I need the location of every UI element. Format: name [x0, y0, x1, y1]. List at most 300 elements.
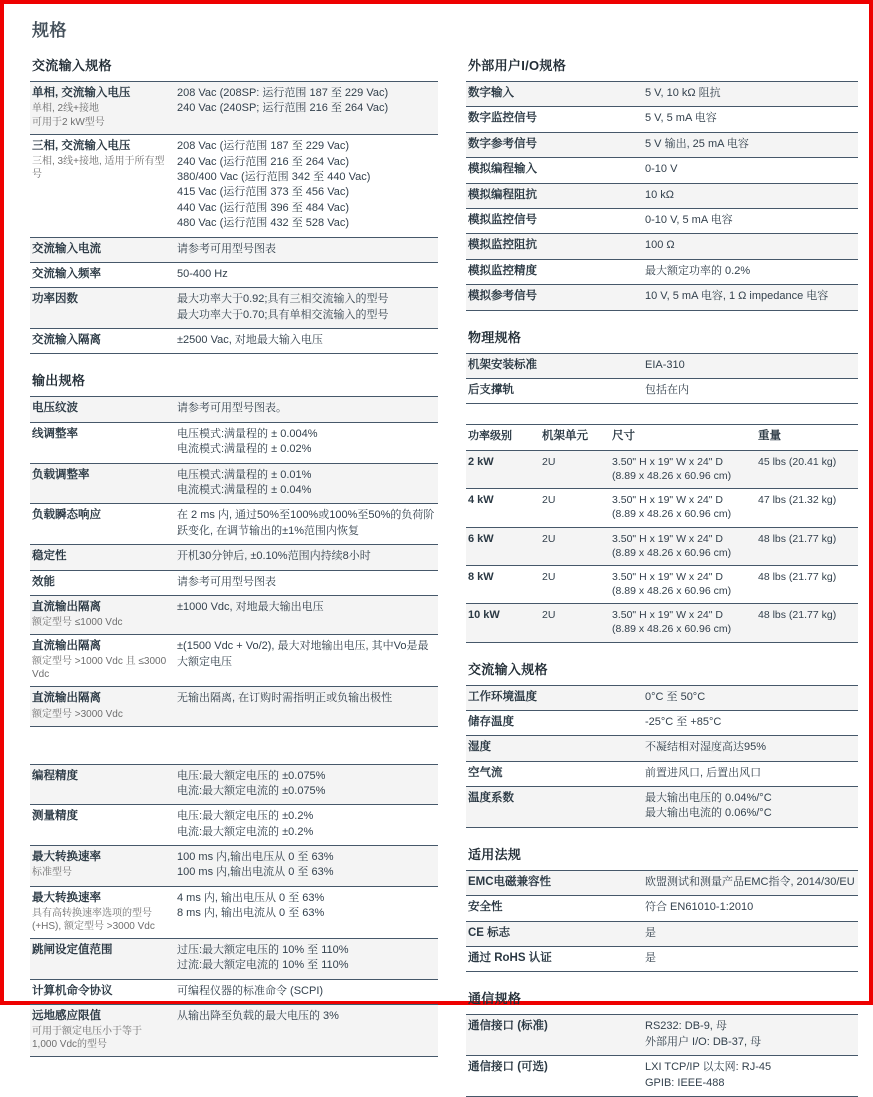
section-title-ac-input-specs: 交流输入规格	[32, 58, 112, 73]
spec-row	[30, 263, 438, 288]
spec-value-cell	[645, 238, 856, 253]
spec-value-cell	[177, 575, 436, 590]
spec-label-cell	[32, 549, 177, 564]
spec-value: 是	[645, 926, 656, 939]
grid-cell-line: (8.89 x 48.26 x 60.96 cm)	[612, 469, 732, 482]
spec-value: 0-10 V	[645, 163, 678, 176]
spec-label: 模拟参考信号	[468, 290, 537, 303]
grid-cell-line: (8.89 x 48.26 x 60.96 cm)	[612, 585, 732, 598]
spec-row	[30, 687, 438, 726]
spec-label: 通信接口 (可选)	[468, 1061, 548, 1074]
grid-cell-line: 3.50" H x 19" W x 24" D	[612, 494, 723, 507]
spec-sublabel: 额定型号 ≤1000 Vdc	[32, 617, 123, 629]
spec-value-cell	[645, 86, 856, 101]
spec-row	[466, 686, 858, 711]
grid-header-cell: 尺寸	[612, 430, 635, 443]
spec-row	[30, 238, 438, 263]
spec-value: ±(1500 Vdc + Vo/2), 最大对地输出电压, 其中Vo是最大额定电压	[177, 640, 429, 668]
spec-row	[30, 846, 438, 887]
spec-column-right	[466, 55, 858, 1097]
spec-value: 请参考可用型号图表	[177, 575, 276, 588]
spec-label: 模拟监控精度	[468, 264, 537, 277]
spec-row	[466, 379, 858, 404]
spec-row	[466, 234, 858, 259]
spec-value-cell	[177, 984, 436, 999]
grid-cell: 47 lbs (21.32 kg)	[758, 494, 837, 507]
spec-table-ac-input-specs	[30, 81, 438, 354]
grid-cell: 8 kW	[468, 570, 494, 583]
grid-table-row	[466, 451, 858, 489]
spec-label: 模拟编程阻抗	[468, 188, 537, 201]
spec-value: 无输出隔离, 在订购时需指明正或负输出极性	[177, 692, 393, 705]
spec-value: 电压:最大额定电压的 ±0.2%	[177, 810, 314, 823]
spec-label: 储存温度	[468, 715, 514, 728]
spec-value-cell	[645, 951, 856, 966]
grid-cell: 45 lbs (20.41 kg)	[758, 455, 837, 468]
grid-header-cell: 功率级别	[468, 430, 512, 443]
spec-row	[466, 711, 858, 736]
spec-sublabel: 可用于额定电压小于等于 1,000 Vdc的型号	[32, 1026, 142, 1051]
spec-label-cell	[32, 468, 177, 499]
spec-value-cell	[177, 549, 436, 564]
spec-label-cell	[468, 188, 645, 203]
spec-value-cell	[177, 639, 436, 681]
spec-table-output-specs	[30, 396, 438, 726]
spec-row	[466, 896, 858, 921]
spec-row	[30, 1005, 438, 1057]
spec-label: 效能	[32, 575, 55, 588]
section-title-output-specs: 输出规格	[32, 373, 86, 389]
spec-value: -25°C 至 +85°C	[645, 715, 722, 728]
spec-row	[466, 285, 858, 310]
grid-table-row	[466, 604, 858, 642]
block-output-specs	[30, 370, 438, 726]
grid-cell: 6 kW	[468, 532, 494, 545]
spec-row	[466, 82, 858, 107]
grid-cell: 48 lbs (21.77 kg)	[758, 532, 837, 545]
spec-value: 10 V, 5 mA 电容, 1 Ω impedance 电容	[645, 290, 829, 303]
spec-label: 安全性	[468, 901, 503, 914]
spec-label: 线调整率	[32, 427, 78, 440]
spec-label-cell	[468, 715, 645, 730]
spec-value: RS232: DB-9, 母	[645, 1020, 727, 1033]
spec-value-cell	[645, 926, 856, 941]
block-output-specs-continued	[30, 764, 438, 1058]
spec-sublabel: 额定型号 >1000 Vdc 且 ≤3000 Vdc	[32, 656, 167, 681]
spec-row	[30, 329, 438, 354]
spec-value-cell	[645, 791, 856, 822]
spec-row	[466, 736, 858, 761]
spec-label: 三相, 交流输入电压	[32, 140, 131, 153]
spec-value: 最大输出电流的 0.06%/°C	[645, 807, 772, 820]
spec-value-cell	[177, 850, 436, 881]
spec-value: 最大功率大于0.70;具有单相交流输入的型号	[177, 308, 389, 321]
spec-value-cell	[177, 86, 436, 129]
spec-row	[466, 922, 858, 947]
spec-value: ±1000 Vdc, 对地最大输出电压	[177, 600, 324, 613]
spec-label: 工作环境温度	[468, 690, 537, 703]
spec-row	[466, 260, 858, 285]
grid-cell-line: (8.89 x 48.26 x 60.96 cm)	[612, 546, 732, 559]
spec-label-cell	[32, 809, 177, 840]
spec-value-cell	[177, 943, 436, 974]
spec-value: 0-10 V, 5 mA 电容	[645, 213, 733, 226]
grid-cell: 2 kW	[468, 455, 494, 468]
spec-row	[30, 980, 438, 1005]
block-ac-input-specs	[30, 55, 438, 354]
spec-label: 单相, 交流输入电压	[32, 87, 131, 99]
grid-cell-line: 3.50" H x 19" W x 24" D	[612, 532, 723, 545]
spec-label: EMC电磁兼容性	[468, 875, 552, 888]
spec-value-cell	[645, 715, 856, 730]
spec-row	[466, 787, 858, 828]
spec-label: 直流输出隔离	[32, 640, 101, 653]
spec-label-cell	[32, 242, 177, 257]
spec-sublabel: 具有高转换速率选项的型号 (+HS), 额定型号 >3000 Vdc	[32, 908, 155, 933]
spec-row	[466, 1015, 858, 1056]
grid-cell: 48 lbs (21.77 kg)	[758, 609, 837, 622]
grid-cell: 10 kW	[468, 609, 500, 622]
spec-value-cell	[645, 358, 856, 373]
spec-value-cell	[177, 1009, 436, 1051]
spec-sublabel: 额定型号 >3000 Vdc	[32, 708, 123, 720]
columns-container	[30, 55, 869, 1097]
spec-value: 最大输出电压的 0.04%/°C	[645, 792, 772, 805]
spec-label: 湿度	[468, 741, 491, 754]
spec-value-cell	[177, 468, 436, 499]
spec-value-cell	[645, 875, 856, 890]
spec-label: CE 标志	[468, 926, 511, 939]
spec-table-communication-specs	[466, 1014, 858, 1097]
spec-value-cell	[645, 111, 856, 126]
spec-row	[30, 288, 438, 329]
section-title-external-user-io-specs: 外部用户I/O规格	[468, 58, 567, 73]
spec-value: 电流:最大额定电流的 ±0.075%	[177, 784, 326, 797]
spec-label-cell	[468, 264, 645, 279]
spec-label-cell	[468, 740, 645, 755]
section-title-communication-specs: 通信规格	[468, 991, 522, 1007]
spec-label-cell	[32, 86, 177, 129]
spec-value-cell	[645, 900, 856, 915]
spec-label: 空气流	[468, 766, 503, 779]
spec-value-cell	[177, 333, 436, 348]
spec-row	[466, 209, 858, 234]
spec-value-cell	[645, 740, 856, 755]
spec-label: 计算机命令协议	[32, 984, 113, 997]
spec-value-cell	[177, 691, 436, 720]
spec-value: 5 V, 10 kΩ 阻抗	[645, 87, 721, 99]
spec-value: 4 ms 内, 输出电压从 0 至 63%	[177, 891, 325, 904]
spec-row	[466, 762, 858, 787]
grid-cell: 48 lbs (21.77 kg)	[758, 570, 837, 583]
spec-label-cell	[32, 575, 177, 590]
section-title-regulatory-specs: 适用法规	[468, 846, 522, 862]
spec-label-cell	[32, 943, 177, 974]
spec-value: 欧盟测试和测量产品EMC指令, 2014/30/EU	[645, 875, 855, 888]
spec-row	[466, 947, 858, 972]
spec-value: 电流模式:满量程的 ± 0.02%	[177, 443, 312, 456]
spec-label-cell	[468, 111, 645, 126]
spec-value: 过压:最大额定电压的 10% 至 110%	[177, 944, 349, 957]
grid-cell: 2U	[542, 609, 556, 622]
spec-label-cell	[468, 238, 645, 253]
spec-label-cell	[32, 427, 177, 458]
spec-value: 电流:最大额定电流的 ±0.2%	[177, 825, 314, 838]
spec-value: 5 V 输出, 25 mA 电容	[645, 137, 749, 150]
spec-label-cell	[32, 691, 177, 720]
spec-value-cell	[645, 1019, 856, 1050]
spec-value-cell	[177, 401, 436, 416]
spec-row	[30, 805, 438, 846]
spec-value: 5 V, 5 mA 电容	[645, 112, 717, 125]
spec-row	[30, 504, 438, 545]
spec-label-cell	[468, 137, 645, 152]
spec-value: 10 kΩ	[645, 188, 675, 201]
spec-value: 请参考可用型号图表。	[177, 402, 287, 415]
spec-label: 后支撑轨	[468, 383, 514, 396]
grid-cell-line: 3.50" H x 19" W x 24" D	[612, 455, 723, 468]
grid-cell-line: 3.50" H x 19" W x 24" D	[612, 609, 723, 622]
spec-row	[466, 158, 858, 183]
spec-label-cell	[468, 875, 645, 890]
grid-cell: 2U	[542, 494, 556, 507]
grid-cell: 2U	[542, 455, 556, 468]
grid-cell	[612, 493, 758, 521]
spec-label-cell	[32, 891, 177, 933]
spec-label: 数字监控信号	[468, 112, 537, 125]
spec-value: 前置进风口, 后置出风口	[645, 766, 762, 779]
spec-label-cell	[32, 769, 177, 800]
block-power-size-weight-table	[466, 424, 858, 642]
spec-value-cell	[177, 292, 436, 323]
spec-label: 直流输出隔离	[32, 600, 101, 613]
spec-label-cell	[32, 401, 177, 416]
grid-table-row	[466, 489, 858, 527]
spec-column-left	[30, 55, 438, 1057]
grid-header-cell: 机架单元	[542, 430, 588, 443]
spec-value-cell	[645, 162, 856, 177]
spec-value-cell	[177, 508, 436, 539]
spec-row	[30, 571, 438, 596]
spec-sublabel: 可用于2 kW型号	[32, 117, 105, 129]
grid-cell-line: (8.89 x 48.26 x 60.96 cm)	[612, 508, 732, 521]
spec-value: 240 Vac (240SP; 运行范围 216 至 264 Vac)	[177, 102, 389, 115]
spec-value: 208 Vac (运行范围 187 至 229 Vac)	[177, 140, 349, 153]
spec-label-cell	[468, 926, 645, 941]
spec-value-cell	[177, 139, 436, 231]
spec-label-cell	[468, 383, 645, 398]
grid-cell	[612, 532, 758, 560]
spec-label-cell	[468, 951, 645, 966]
spec-value-cell	[177, 600, 436, 629]
spec-label-cell	[468, 213, 645, 228]
grid-cell-line: 3.50" H x 19" W x 24" D	[612, 570, 723, 583]
grid-table-power-size-weight-table	[466, 424, 858, 642]
spec-label: 数字输入	[468, 87, 514, 99]
grid-header-cell: 重量	[758, 430, 781, 443]
spec-label: 模拟监控信号	[468, 213, 537, 226]
spec-sublabel: 三相, 3线+接地, 适用于所有型号	[32, 156, 165, 181]
grid-cell: 2U	[542, 570, 556, 583]
spec-label: 稳定性	[32, 550, 67, 563]
spec-value: 208 Vac (208SP: 运行范围 187 至 229 Vac)	[177, 87, 389, 99]
spec-table-environment-specs	[466, 685, 858, 828]
spec-label: 跳闸设定值范围	[32, 944, 113, 957]
spec-value-cell	[645, 383, 856, 398]
spec-label: 模拟监控阻抗	[468, 239, 537, 252]
spec-label: 温度系数	[468, 792, 514, 805]
spec-label-cell	[32, 984, 177, 999]
spec-value: 380/400 Vac (运行范围 342 至 440 Vac)	[177, 170, 371, 183]
spec-value: LXI TCP/IP 以太网: RJ-45	[645, 1061, 772, 1074]
grid-table-row	[466, 566, 858, 604]
spec-value-cell	[645, 137, 856, 152]
spec-value: 480 Vac (运行范围 432 至 528 Vac)	[177, 217, 349, 230]
grid-cell	[612, 608, 758, 636]
spec-value: ±2500 Vac, 对地最大输入电压	[177, 334, 323, 347]
spec-value-cell	[177, 891, 436, 933]
spec-label: 通过 RoHS 认证	[468, 952, 552, 965]
spec-row	[30, 596, 438, 635]
spec-value: 440 Vac (运行范围 396 至 484 Vac)	[177, 201, 349, 214]
spec-row	[30, 887, 438, 939]
grid-cell-line: (8.89 x 48.26 x 60.96 cm)	[612, 623, 732, 636]
spec-table-output-specs-continued	[30, 764, 438, 1058]
spec-value: 在 2 ms 内, 通过50%至100%或100%至50%的负荷阶跃变化, 在调节输出的±1%范围内恢复	[177, 509, 435, 537]
spec-label-cell	[468, 1019, 645, 1050]
spec-value-cell	[177, 769, 436, 800]
spec-value: 电压模式:满量程的 ± 0.01%	[177, 468, 312, 481]
spec-value-cell	[645, 690, 856, 705]
spec-label: 负载瞬态响应	[32, 509, 101, 522]
block-external-user-io-specs	[466, 55, 858, 311]
spec-value: 415 Vac (运行范围 373 至 456 Vac)	[177, 186, 349, 199]
spec-label-cell	[468, 358, 645, 373]
spec-label-cell	[468, 791, 645, 822]
spec-row	[30, 397, 438, 422]
spec-value: EIA-310	[645, 358, 685, 371]
grid-cell: 2U	[542, 532, 556, 545]
spec-label: 测量精度	[32, 810, 78, 823]
spec-value: 100 ms 内,输出电流从 0 至 63%	[177, 866, 334, 879]
spec-label-cell	[468, 766, 645, 781]
spec-row	[466, 871, 858, 896]
spec-label: 最大转换速率	[32, 891, 101, 904]
spec-value-cell	[177, 427, 436, 458]
spec-label-cell	[32, 267, 177, 282]
spec-label-cell	[468, 900, 645, 915]
spec-value: 最大功率大于0.92;具有三相交流输入的型号	[177, 293, 389, 306]
block-physical-specs	[466, 327, 858, 405]
spec-value: 开机30分钟后, ±0.10%范围内持续8小时	[177, 550, 371, 563]
spec-value: 包括在内	[645, 383, 689, 396]
spec-value-cell	[177, 809, 436, 840]
spec-value: 符合 EN61010-1:2010	[645, 901, 754, 914]
spec-label-cell	[32, 139, 177, 231]
spec-label: 编程精度	[32, 769, 78, 782]
spec-label-cell	[468, 690, 645, 705]
spec-label-cell	[468, 162, 645, 177]
spec-value: 过流:最大额定电流的 10% 至 110%	[177, 959, 349, 972]
spec-label-cell	[32, 639, 177, 681]
spec-value: 电流模式:满量程的 ± 0.04%	[177, 484, 312, 497]
spec-value-cell	[177, 242, 436, 257]
spec-label-cell	[468, 1060, 645, 1091]
spec-row	[30, 545, 438, 570]
spec-value: GPIB: IEEE-488	[645, 1076, 725, 1089]
spec-value-cell	[645, 188, 856, 203]
spec-label-cell	[468, 289, 645, 304]
spec-label: 交流输入频率	[32, 267, 101, 280]
spec-row	[466, 1056, 858, 1097]
spec-label: 电压纹波	[32, 402, 78, 415]
spec-value: 100 Ω	[645, 239, 675, 252]
spec-table-regulatory-specs	[466, 870, 858, 973]
spec-value: 电压模式:满量程的 ± 0.004%	[177, 427, 318, 440]
spec-table-external-user-io-specs	[466, 81, 858, 311]
spec-value-cell	[645, 213, 856, 228]
spec-value-cell	[177, 267, 436, 282]
spec-label: 远地感应限值	[32, 1010, 101, 1023]
spec-value: 最大额定功率的 0.2%	[645, 264, 751, 277]
spec-value: 电压:最大额定电压的 ±0.075%	[177, 769, 326, 782]
spec-sublabel: 单相, 2线+接地	[32, 103, 99, 115]
spec-row	[30, 939, 438, 980]
section-title-environment-specs: 交流输入规格	[468, 661, 548, 677]
grid-table-header-row	[466, 425, 858, 451]
spec-label: 负载调整率	[32, 468, 90, 481]
spec-label-cell	[32, 850, 177, 881]
spec-label-cell	[468, 86, 645, 101]
grid-table-row	[466, 528, 858, 566]
spec-row	[30, 765, 438, 806]
spec-label-cell	[32, 1009, 177, 1051]
spec-value: 外部用户 I/O: DB-37, 母	[645, 1035, 762, 1048]
spec-value-cell	[645, 1060, 856, 1091]
spec-value: 请参考可用型号图表	[177, 242, 276, 255]
spec-row	[466, 133, 858, 158]
spec-label: 通信接口 (标准)	[468, 1020, 548, 1033]
section-title-physical-specs: 物理规格	[468, 329, 522, 345]
spec-label-cell	[32, 333, 177, 348]
spec-label: 交流输入隔离	[32, 334, 101, 347]
spec-row	[30, 635, 438, 687]
spec-value: 240 Vac (运行范围 216 至 264 Vac)	[177, 155, 349, 168]
spec-value: 是	[645, 952, 656, 965]
spec-label: 直流输出隔离	[32, 692, 101, 705]
spec-row	[466, 107, 858, 132]
spec-label: 最大转换速率	[32, 851, 101, 864]
spec-table-physical-specs	[466, 353, 858, 405]
spec-value: 可编程仪器的标准命令 (SCPI)	[177, 984, 324, 997]
spec-value: 50-400 Hz	[177, 267, 228, 280]
spec-value: 0°C 至 50°C	[645, 690, 706, 703]
block-environment-specs	[466, 659, 858, 828]
grid-cell	[612, 570, 758, 598]
spec-row	[30, 135, 438, 237]
spec-label: 功率因数	[32, 293, 78, 306]
spec-row	[30, 464, 438, 505]
spec-value-cell	[645, 264, 856, 279]
spec-label: 数字参考信号	[468, 137, 537, 150]
block-regulatory-specs	[466, 844, 858, 973]
spec-label-cell	[32, 600, 177, 629]
spec-row	[466, 354, 858, 379]
spec-value: 不凝结相对湿度高达95%	[645, 741, 767, 754]
spec-value-cell	[645, 766, 856, 781]
page-title: 规格	[32, 21, 67, 40]
spec-sublabel: 标准型号	[32, 867, 72, 879]
